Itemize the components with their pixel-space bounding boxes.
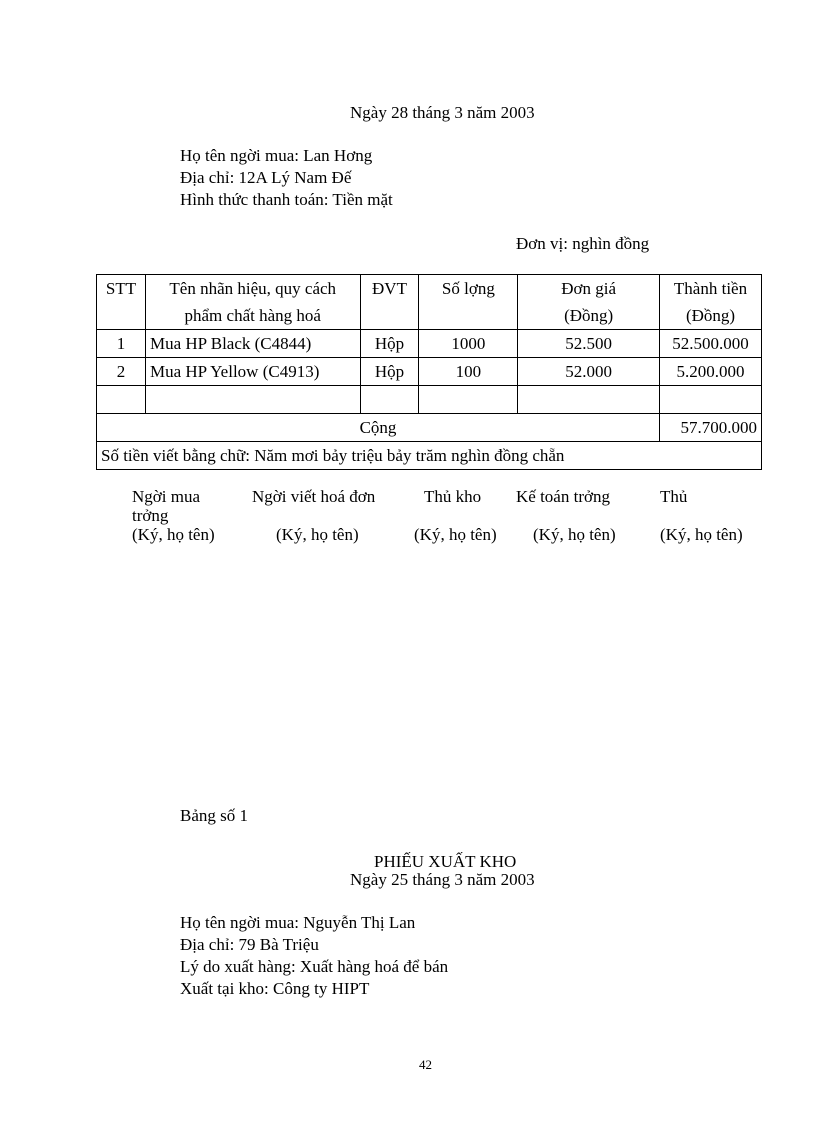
header-total-line2: (Đồng) (685, 306, 736, 325)
slip-reason: Lý do xuất hàng: Xuất hàng hoá để bán (180, 957, 449, 976)
sum-value: 57.700.000 (660, 414, 762, 442)
signature-buyer-note: (Ký, họ tên) (132, 525, 215, 544)
signature-storekeeper-note: (Ký, họ tên) (414, 525, 497, 544)
signature-head (660, 487, 743, 544)
invoice-date: Ngày 28 tháng 3 năm 2003 (350, 103, 535, 122)
signature-storekeeper (414, 487, 497, 544)
row-total: 5.200.000 (660, 358, 762, 386)
slip-buyer-name: Họ tên ngời mua: Nguyễn Thị Lan (180, 913, 416, 932)
header-unit-price-line1: Đơn giá (561, 279, 617, 298)
slip-title: PHIẾU XUẤT KHO (374, 852, 517, 871)
row-product-name: Mua HP Black (C4844) (145, 330, 360, 358)
buyer-name: Họ tên ngời mua: Lan Hơng (180, 146, 373, 165)
header-dvt: ĐVT (360, 275, 419, 330)
row-total: 52.500.000 (660, 330, 762, 358)
row-stt: 2 (97, 358, 146, 386)
row-dvt: Hộp (360, 330, 419, 358)
sum-row (97, 414, 762, 442)
signature-buyer (132, 487, 215, 544)
row-dvt: Hộp (360, 358, 419, 386)
row-stt: 1 (97, 330, 146, 358)
signature-head-role-continuation: trởng (132, 506, 169, 525)
page-number: 42 (419, 1057, 432, 1072)
header-product-line2: phẩm chất hàng hoá (184, 306, 321, 325)
payment-method: Hình thức thanh toán: Tiền mặt (180, 190, 393, 209)
table-header-row (97, 275, 762, 330)
table-row (97, 330, 762, 358)
signature-accountant-note: (Ký, họ tên) (533, 525, 616, 544)
row-quantity: 1000 (419, 330, 518, 358)
header-product (145, 275, 360, 330)
header-unit-price-line2: (Đồng) (564, 306, 614, 325)
row-unit-price: 52.000 (518, 358, 660, 386)
currency-unit: Đơn vị: nghìn đồng (516, 234, 650, 253)
signature-head-note: (Ký, họ tên) (660, 525, 743, 544)
signature-buyer-role: Ngời mua (132, 487, 201, 506)
invoice-table (96, 274, 762, 470)
header-total-line1: Thành tiền (673, 279, 748, 298)
words-row (97, 442, 762, 470)
row-unit-price: 52.500 (518, 330, 660, 358)
table-row (97, 358, 762, 386)
signature-storekeeper-role: Thủ kho (424, 487, 482, 506)
signature-writer-note: (Ký, họ tên) (276, 525, 359, 544)
row-quantity: 100 (419, 358, 518, 386)
row-product-name: Mua HP Yellow (C4913) (145, 358, 360, 386)
amount-in-words: Số tiền viết bằng chữ: Năm mơi bảy triệu bảy trăm nghìn đồng chẵn (97, 442, 762, 470)
header-quantity: Số lợng (419, 275, 518, 330)
header-total (660, 275, 762, 330)
header-stt: STT (97, 275, 146, 330)
header-unit-price (518, 275, 660, 330)
slip-warehouse: Xuất tại kho: Công ty HIPT (180, 979, 370, 998)
sum-label: Cộng (97, 414, 660, 442)
slip-address: Địa chỉ: 79 Bà Triệu (180, 935, 319, 954)
buyer-address: Địa chỉ: 12A Lý Nam Đế (180, 168, 352, 187)
signature-head-role: Thủ (660, 487, 688, 506)
signature-accountant (516, 487, 616, 544)
table-caption: Bảng số 1 (180, 806, 248, 825)
slip-date: Ngày 25 tháng 3 năm 2003 (350, 870, 535, 889)
empty-row (97, 386, 762, 414)
header-product-line1: Tên nhãn hiệu, quy cách (169, 279, 337, 298)
signature-writer-role: Ngời viết hoá đơn (252, 487, 376, 506)
signature-writer (252, 487, 375, 544)
signature-accountant-role: Kế toán trởng (516, 487, 610, 506)
